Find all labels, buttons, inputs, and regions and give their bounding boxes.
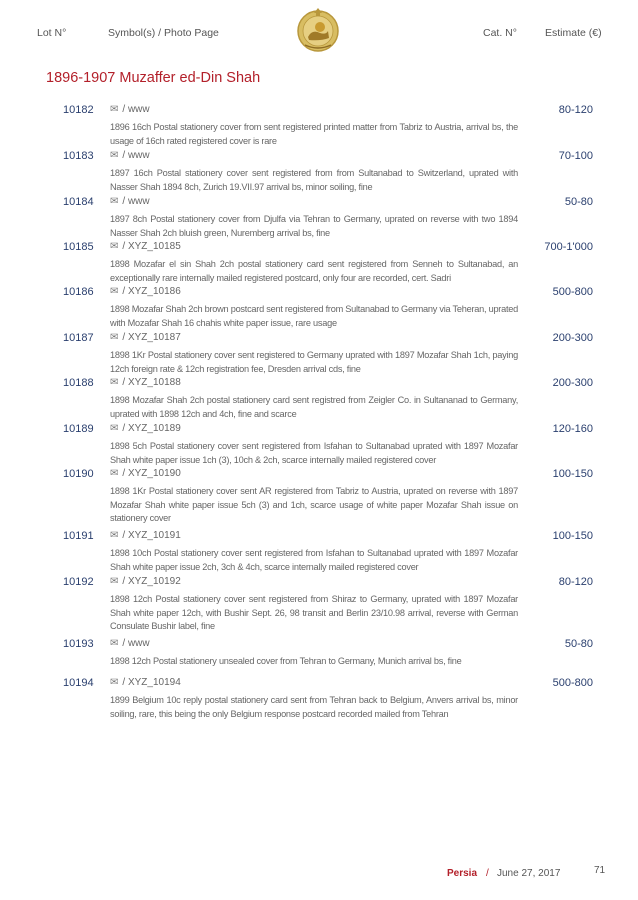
lot-symbol-line <box>110 332 181 343</box>
envelope-icon: ✉ <box>110 150 119 161</box>
envelope-icon: ✉ <box>110 423 119 434</box>
lot-row <box>0 677 638 722</box>
lot-symbol-line <box>110 677 181 688</box>
envelope-icon: ✉ <box>110 677 119 688</box>
lot-row <box>0 332 638 377</box>
section-title: 1896-1907 Muzaffer ed-Din Shah <box>46 70 261 86</box>
lot-description: 1899 Belgium 10c reply postal stationery card sent from Tehran back to Belgium, Anvers arrival bs, minor soiling, rare, this being the only Belgium response postcard recorded mailed from Tehran <box>110 695 518 719</box>
lot-row <box>0 241 638 286</box>
lot-row <box>0 638 638 668</box>
envelope-icon: ✉ <box>110 638 119 649</box>
lot-estimate: 50-80 <box>564 638 593 650</box>
lot-estimate: 100-150 <box>552 530 593 542</box>
lot-estimate: 80-120 <box>558 576 593 588</box>
lot-number: 10186 <box>63 286 94 298</box>
cat-number-header: Cat. N° <box>483 27 517 39</box>
lot-row <box>0 530 638 575</box>
lot-number: 10192 <box>63 576 94 588</box>
lot-symbol-line <box>110 530 181 541</box>
lot-description: 1898 Mozafar Shah 2ch brown postcard sent registered from Sultanabad to Germany via Teheran, uprated with Mozafar Shah 16 chahis white paper issue, rare usage <box>110 304 518 328</box>
lot-number: 10182 <box>63 104 94 116</box>
lot-description: 1897 8ch Postal stationery cover from Djulfa via Tehran to Germany, uprated on reverse with two 1894 Nasser Shah 2ch bluish green, Nuremberg arrival bs, fine <box>110 214 518 238</box>
lot-number: 10185 <box>63 241 94 253</box>
lot-number: 10190 <box>63 468 94 480</box>
footer-separator: / <box>486 868 489 879</box>
lot-estimate: 500-800 <box>552 286 593 298</box>
lot-estimate: 500-800 <box>552 677 593 689</box>
lot-estimate: 120-160 <box>552 423 593 435</box>
lot-number: 10193 <box>63 638 94 650</box>
lot-row <box>0 150 638 195</box>
lot-photo-ref: / XYZ_10192 <box>122 576 181 587</box>
envelope-icon: ✉ <box>110 104 119 115</box>
lot-photo-ref: / XYZ_10189 <box>122 423 181 434</box>
lot-estimate: 200-300 <box>552 377 593 389</box>
page-header <box>0 0 638 62</box>
symbol-header: Symbol(s) / Photo Page <box>108 27 219 39</box>
envelope-icon: ✉ <box>110 530 119 541</box>
envelope-icon: ✉ <box>110 196 119 207</box>
lot-photo-ref: / XYZ_10185 <box>122 241 181 252</box>
lot-symbol-line <box>110 576 181 587</box>
lot-photo-ref: / XYZ_10194 <box>122 677 181 688</box>
envelope-icon: ✉ <box>110 377 119 388</box>
lot-number: 10191 <box>63 530 94 542</box>
lot-estimate: 700-1'000 <box>544 241 593 253</box>
envelope-icon: ✉ <box>110 241 119 252</box>
lot-description: 1898 12ch Postal stationery unsealed cover from Tehran to Germany, Munich arrival bs, fine <box>110 656 462 666</box>
lot-row <box>0 196 638 241</box>
lot-symbol-line <box>110 241 181 252</box>
lot-estimate: 100-150 <box>552 468 593 480</box>
lot-photo-ref: / XYZ_10191 <box>122 530 181 541</box>
lot-row <box>0 468 638 525</box>
lot-description: 1898 Mozafar el sin Shah 2ch postal stationery card sent registered from Senneh to Sultanabad, an exceptionally rare internally mailed registered postcard, only four are recorded, cert. Sadri <box>110 259 518 283</box>
lot-symbol-line <box>110 377 181 388</box>
lot-symbol-line <box>110 104 150 115</box>
envelope-icon: ✉ <box>110 332 119 343</box>
lot-description: 1898 12ch Postal stationery cover sent registered from Shiraz to Germany, uprated with 1897 Mozafar Shah white paper 12ch, with Bushir Sept. 26, 98 transit and Berlin 23/10.98 arrival, reverse with German Consulate Bushir label, fine <box>110 594 518 631</box>
lot-description: 1898 Mozafar Shah 2ch postal stationery card sent registred from Zeigler Co. in Sultananad to Germany, uprated with 1898 12ch and 4ch, fine and scarce <box>110 395 518 419</box>
lot-number: 10183 <box>63 150 94 162</box>
lot-photo-ref: / www <box>122 196 150 207</box>
lot-photo-ref: / www <box>122 104 150 115</box>
lion-and-sun-emblem-icon <box>295 5 341 53</box>
lot-row <box>0 423 638 468</box>
lot-photo-ref: / XYZ_10186 <box>122 286 181 297</box>
lot-symbol-line <box>110 468 181 479</box>
lot-description: 1896 16ch Postal stationery cover from sent registered printed matter from Tabriz to Austria, arrival bs, the usage of 16ch rated registered cover is rare <box>110 122 518 146</box>
lot-description: 1898 5ch Postal stationery cover sent registered from Isfahan to Sultanabad uprated with 1897 Mozafar Shah white paper issue 1ch (3), 10ch & 2ch, scarce internally mailed registered cover <box>110 441 518 465</box>
lot-symbol-line <box>110 286 181 297</box>
lot-row <box>0 104 638 149</box>
page-number: 71 <box>594 865 606 876</box>
envelope-icon: ✉ <box>110 576 119 587</box>
lot-description: 1897 16ch Postal stationery cover sent registered from from Sultanabad to Switzerland, uprated with Nasser Shah 1894 8ch, Zurich 19.VII.97 arrival bs, minor soiling, fine <box>110 168 518 192</box>
lot-estimate: 50-80 <box>564 196 593 208</box>
lot-number: 10184 <box>63 196 94 208</box>
lot-estimate: 70-100 <box>558 150 593 162</box>
lot-estimate: 200-300 <box>552 332 593 344</box>
lot-symbol-line <box>110 150 150 161</box>
lot-photo-ref: / www <box>122 150 150 161</box>
footer-country: Persia <box>447 868 478 879</box>
lot-number: 10189 <box>63 423 94 435</box>
lot-photo-ref: / XYZ_10188 <box>122 377 181 388</box>
lot-estimate: 80-120 <box>558 104 593 116</box>
lot-number: 10187 <box>63 332 94 344</box>
lot-photo-ref: / XYZ_10190 <box>122 468 181 479</box>
lot-symbol-line <box>110 196 150 207</box>
lot-row <box>0 576 638 633</box>
lot-row <box>0 286 638 331</box>
lot-description: 1898 1Kr Postal stationery cover sent registered to Germany uprated with 1897 Mozafar Shah 1ch, paying 12ch foreign rate & 12ch registration fee, Dresden arrival cds, fine <box>110 350 518 374</box>
lot-description: 1898 10ch Postal stationery cover sent registered from Isfahan to Sultanabad uprated with 1897 Mozafar Shah white paper issue 2ch, 3ch & 4ch, scarce internally mailed registered cover <box>110 548 518 572</box>
envelope-icon: ✉ <box>110 468 119 479</box>
lot-number-header: Lot N° <box>37 27 67 39</box>
lot-symbol-line <box>110 423 181 434</box>
footer-date: June 27, 2017 <box>497 868 561 879</box>
estimate-header: Estimate (€) <box>545 27 602 39</box>
lot-photo-ref: / XYZ_10187 <box>122 332 181 343</box>
lot-description: 1898 1Kr Postal stationery cover sent AR registered from Tabriz to Austria, uprated on reverse with 1897 Mozafar Shah white paper issue 5ch (3) and 1ch, scarce usage of white paper Mozafar Shah issue on stationery cover <box>110 486 518 523</box>
lot-number: 10188 <box>63 377 94 389</box>
lot-row <box>0 377 638 422</box>
lot-number: 10194 <box>63 677 94 689</box>
envelope-icon: ✉ <box>110 286 119 297</box>
lot-symbol-line <box>110 638 150 649</box>
lot-photo-ref: / www <box>122 638 150 649</box>
